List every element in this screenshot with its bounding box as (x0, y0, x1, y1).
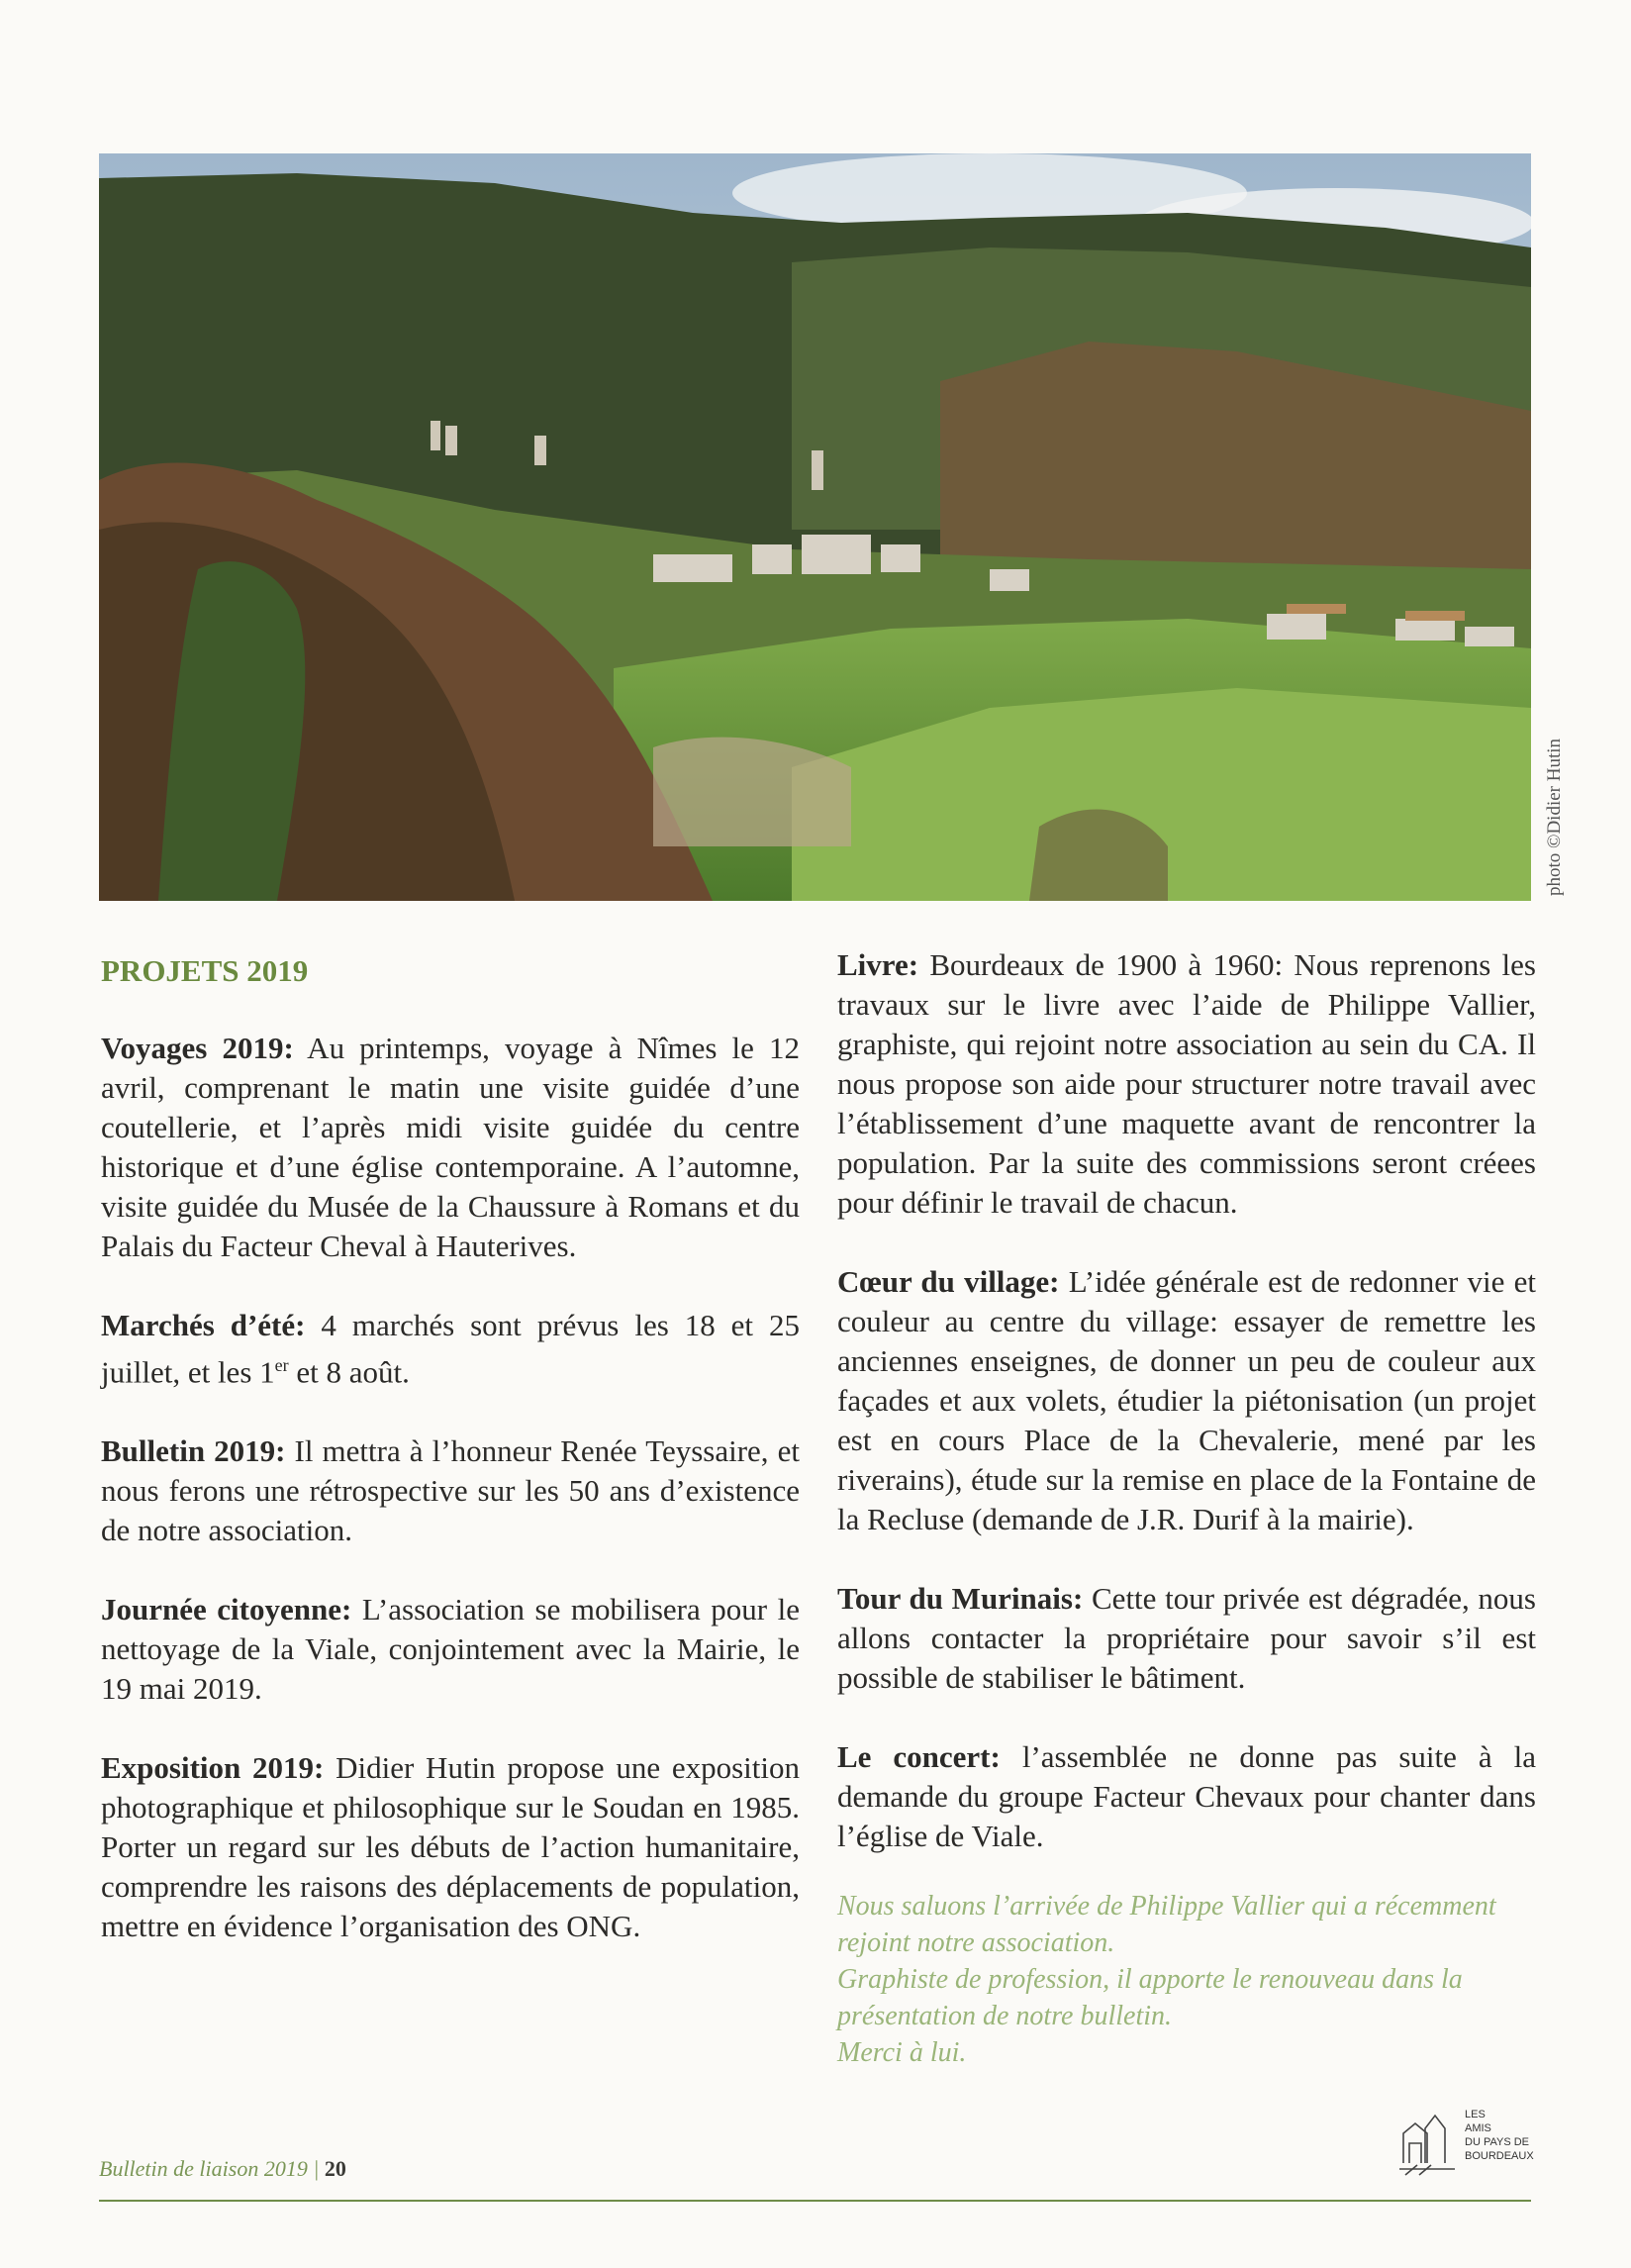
paragraph-text: 4 marchés sont prévus les 18 et 25 juillet, et les 1 (101, 1308, 800, 1390)
association-logo (1395, 2104, 1542, 2183)
tribute-line: Merci à lui. (837, 2037, 967, 2068)
ordinal-suffix: er (274, 1355, 289, 1375)
tribute-note (837, 1888, 1536, 2071)
paragraph-heading: Marchés d’été: (101, 1308, 306, 1342)
paragraph-heading: Voyages 2019: (101, 1031, 294, 1065)
footer-separator: | (307, 2156, 325, 2181)
paragraph-text: Bourdeaux de 1900 à 1960: Nous reprenons les travaux sur le livre avec l’aide de Philippe Vallier, graphiste, qui rejoint notre association au sein du CA. Il nous propose son aide pour structurer notre travail avec l’établissement d’une maquette avant de rencontrer la population. Par la suite des commissions seront créees pour définir le travail de chacun. (837, 947, 1536, 1220)
paragraph-heading: Bulletin 2019: (101, 1433, 286, 1469)
paragraph-bulletin (101, 1431, 800, 1550)
paragraph-heading: Cœur du village: (837, 1264, 1060, 1299)
paragraph-heading: Livre: (837, 947, 919, 982)
paragraph-livre (837, 945, 1536, 1223)
logo-text: DU PAYS DE (1465, 2136, 1529, 2148)
section-title: PROJETS 2019 (101, 953, 309, 988)
paragraph-marches (101, 1306, 800, 1392)
left-column (101, 945, 800, 1986)
paragraph-heading: Exposition 2019: (101, 1750, 325, 1786)
paragraph-voyages (101, 1029, 800, 1266)
paragraph-text: et 8 août. (288, 1354, 410, 1390)
paragraph-text: Cette tour privée est dégradée, nous allons contacter la propriétaire pour savoir s’il est possible de stabiliser le bâtiment. (837, 1581, 1536, 1695)
bulletin-label: Bulletin de liaison 2019 (99, 2156, 308, 2181)
logo-text: LES (1465, 2109, 1486, 2120)
paragraph-text: Au printemps, voyage à Nîmes le 12 avril, comprenant le matin une visite guidée d’une coutellerie, et l’après midi visite guidée du centre historique et d’une église contemporaine. A l’automne, visite guidée du Musée de la Chaussure à Romans et du Palais du Facteur Cheval à Hauterives. (101, 1031, 800, 1263)
paragraph-text: Il mettra à l’honneur Renée Teyssaire, et nous ferons une rétrospective sur les 50 ans d’existence de notre association. (101, 1433, 801, 1548)
paragraph-heading: Tour du Murinais: (837, 1581, 1084, 1616)
paragraph-text: l’assemblée ne donne pas suite à la demande du groupe Facteur Chevaux pour chanter dans l’église de Viale. (837, 1739, 1536, 1853)
paragraph-coeur (837, 1262, 1536, 1539)
paragraph-heading: Journée citoyenne: (101, 1592, 352, 1627)
paragraph-tour (837, 1579, 1536, 1698)
photo-credit: photo ©Didier Hutin (1544, 738, 1565, 896)
paragraph-text: L’idée générale est de redonner vie et couleur au centre du village: essayer de remettre les anciennes enseignes, de donner un peu de couleur aux façades et aux volets, étudier la piétonisation (un projet est en cours Place de la Chevalerie, mené par les riverains), étude sur la remise en place de la Fontaine de la Recluse (demande de J.R. Durif à la mairie). (837, 1264, 1536, 1536)
footer-divider (99, 2200, 1531, 2202)
logo-text: AMIS (1465, 2122, 1491, 2134)
page-number: 20 (324, 2156, 346, 2181)
logo-text: BOURDEAUX (1465, 2150, 1534, 2162)
landscape-village-icon (99, 153, 1531, 901)
paragraph-text: Didier Hutin propose une exposition photographique et philosophique sur le Soudan en 1985. Porter un regard sur les débuts de l’action humanitaire, comprendre les raisons des déplacements de population, mettre en évidence l’organisation des ONG. (101, 1750, 800, 1944)
paragraph-text: L’association se mobilisera pour le nettoyage de la Viale, conjointement avec la Mairie, le 19 mai 2019. (101, 1592, 800, 1707)
village-sketch-icon (1395, 2104, 1542, 2183)
paragraph-heading: Le concert: (837, 1739, 1001, 1774)
paragraph-journee (101, 1590, 800, 1709)
tribute-line: Nous saluons l’arrivée de Philippe Vallier qui a récemment rejoint notre association. (837, 1891, 1496, 1958)
landscape-photo (99, 153, 1531, 901)
paragraph-concert (837, 1737, 1536, 1856)
tribute-line: Graphiste de profession, il apporte le renouveau dans la présentation de notre bulletin. (837, 1964, 1463, 2031)
paragraph-exposition (101, 1748, 800, 1946)
page-footer (99, 2156, 346, 2182)
right-column (837, 945, 1536, 2071)
